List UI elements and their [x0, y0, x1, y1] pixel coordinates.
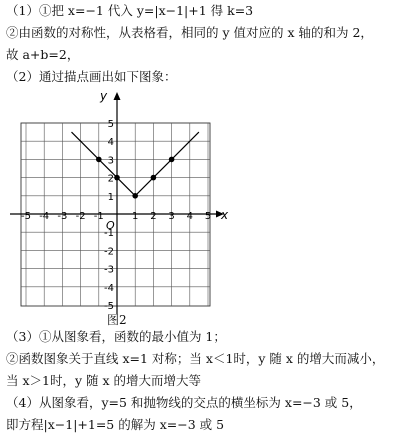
data-point — [114, 175, 120, 181]
y-tick-label: -3 — [104, 264, 114, 276]
x-tick-label: -1 — [93, 211, 104, 222]
y-tick-label: 3 — [107, 155, 114, 167]
data-point — [96, 157, 102, 163]
data-point — [132, 193, 138, 199]
answer-part1-line1: （1）①把 x=−1 代入 y=|x−1|+1 得 k=3 — [6, 3, 254, 18]
y-axis-arrow — [114, 92, 121, 100]
y-tick-label: -4 — [104, 282, 114, 294]
answer-part2-line1: （2）通过描点画出如下图象： — [6, 69, 177, 84]
function-graph — [0, 86, 240, 326]
x-tick-label: 1 — [132, 211, 139, 222]
figure-caption: 图2 — [107, 313, 127, 327]
y-tick-label: 5 — [107, 119, 114, 130]
x-tick-label: 3 — [168, 211, 175, 222]
answer-part3-line2: ②函数图象关于直线 x=1 对称；当 x＜1时，y 随 x 的增大而减小， — [6, 351, 385, 366]
y-tick-label: 1 — [107, 191, 114, 203]
answer-part1-line3: 故 a+b=2， — [6, 47, 80, 62]
y-tick-label: -5 — [104, 301, 114, 312]
answer-part1-line2: ②由函数的对称性，从表格看，相同的 y 值对应的 x 轴的和为 2， — [6, 25, 373, 40]
data-point — [169, 157, 175, 163]
y-tick-label: 2 — [107, 173, 114, 185]
x-axis-label: x — [221, 208, 229, 222]
answer-part4-line1: （4）从图象看，y=5 和抛物线的交点的横坐标为 x=−3 或 5， — [6, 395, 362, 410]
x-tick-label: -2 — [75, 211, 86, 222]
y-tick-label: -1 — [104, 228, 114, 240]
function-graph-figure — [0, 86, 240, 326]
x-tick-label: 4 — [186, 211, 193, 222]
y-axis-label: y — [100, 89, 108, 103]
y-tick-label: 4 — [107, 137, 114, 149]
y-tick-label: -2 — [104, 246, 114, 258]
answer-part3-line3: 当 x＞1时，y 随 x 的增大而增大等 — [6, 373, 202, 388]
axes — [10, 92, 224, 314]
answer-part3-line1: （3）①从图象看，函数的最小值为 1； — [6, 329, 226, 344]
tick-labels — [21, 89, 229, 312]
answer-part4-line2: 即方程|x−1|+1=5 的解为 x=−3 或 5 — [6, 417, 225, 432]
x-tick-label: -3 — [57, 211, 68, 222]
x-tick-label: 5 — [204, 211, 212, 222]
origin-label: O — [106, 219, 115, 232]
data-point — [151, 175, 157, 181]
x-tick-label: -5 — [21, 211, 31, 222]
x-tick-label: 2 — [150, 211, 157, 222]
x-tick-label: -4 — [39, 211, 50, 222]
